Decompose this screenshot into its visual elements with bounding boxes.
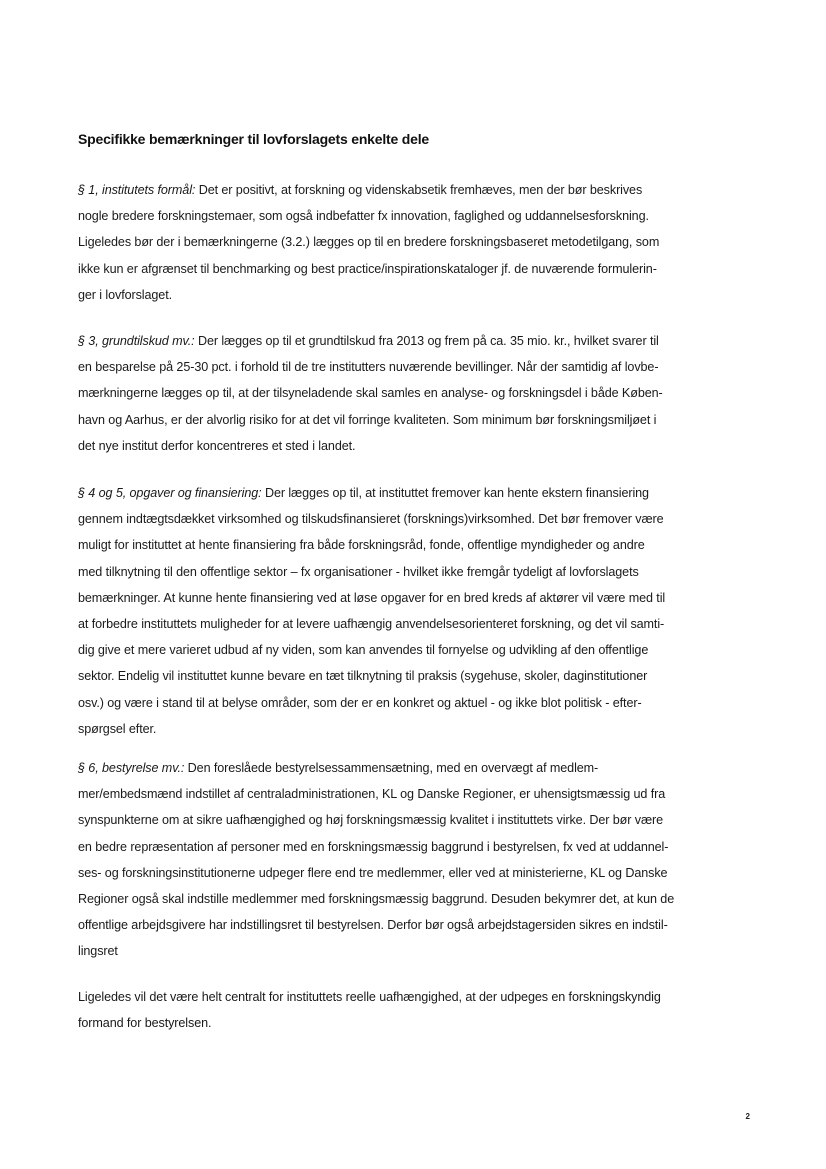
paragraph-line: nogle bredere forskningstemaer, som også indbefatter fx innovation, faglighed og uddannelsesforskning.	[78, 209, 649, 224]
paragraph-line: formand for bestyrelsen.	[78, 1016, 212, 1031]
paragraph-line: mer/embedsmænd indstillet af centraladministrationen, KL og Danske Regioner, er uhensigtsmæssig ud fra	[78, 787, 666, 802]
paragraph-line: det nye institut derfor koncentreres et sted i landet.	[78, 438, 356, 453]
paragraph-lead: § 3, grundtilskud mv.:	[78, 334, 195, 348]
paragraph-line: osv.) og være i stand til at belyse områder, som der er en konkret og aktuel - og ikke blot politisk - efter-	[78, 695, 642, 710]
paragraph-base-grant	[78, 328, 768, 459]
paragraph-institute-purpose	[78, 177, 768, 308]
paragraph-line: lingsret	[78, 944, 118, 959]
paragraph-line: ses- og forskningsinstitutionerne udpeger flere end tre medlemmer, eller ved at ministerierne, KL og Danske	[78, 865, 668, 880]
paragraph-line: Ligeledes bør der i bemærkningerne (3.2.) lægges op til en bredere forskningsbaseret metodetilgang, som	[78, 235, 660, 250]
paragraph-lead: § 6, bestyrelse mv.:	[78, 761, 185, 775]
paragraph-line: ikke kun er afgrænset til benchmarking og best practice/inspirationskataloger jf. de nuværende formulerin-	[78, 261, 657, 276]
paragraph-chairman	[78, 984, 768, 1036]
page-number: 2	[745, 1112, 750, 1121]
paragraph-board	[78, 755, 768, 965]
section-heading: Specifikke bemærkninger til lovforslagets enkelte dele	[78, 131, 429, 147]
paragraph-lead: § 1, institutets formål:	[78, 183, 196, 197]
paragraph-line: sektor. Endelig vil instituttet kunne bevare en tæt tilknytning til praksis (sygehuse, skoler, daginstitutioner	[78, 669, 648, 684]
paragraph-line: ger i lovforslaget.	[78, 287, 172, 302]
paragraph-line: synspunkterne om at sikre uafhængighed og høj forskningsmæssig kvalitet i instituttets virke. Der bør være	[78, 813, 664, 828]
paragraph-tasks-financing	[78, 480, 768, 742]
paragraph-line: § 1, institutets formål: Det er positivt, at forskning og videnskabsetik fremhæves, men der bør beskrives	[78, 183, 643, 197]
paragraph-line: havn og Aarhus, er der alvorlig risiko for at det vil forringe kvaliteten. Som minimum bør forskningsmiljøet i	[78, 412, 657, 427]
paragraph-line: dig give et mere varieret udbud af ny viden, som kan anvendes til fornyelse og udvikling af den offentlige	[78, 643, 649, 658]
paragraph-line: mærkningerne lægges op til, at der tilsyneladende skal samles en analyse- og forskningsdel i både Køben-	[78, 386, 663, 401]
paragraph-line: § 3, grundtilskud mv.: Der lægges op til et grundtilskud fra 2013 og frem på ca. 35 mio. kr., hvilket svarer til	[78, 334, 659, 348]
paragraph-line: en besparelse på 25-30 pct. i forhold til de tre institutters nuværende bevillinger. Når der samtidig af lovbe-	[78, 360, 659, 375]
paragraph-line: offentlige arbejdsgivere har indstillingsret til bestyrelsen. Derfor bør også arbejdstagersiden sikres en indstil-	[78, 918, 668, 933]
paragraph-line: gennem indtægtsdækket virksomhed og tilskudsfinansieret (forsknings)virksomhed. Det bør fremover være	[78, 512, 664, 527]
paragraph-line: bemærkninger. At kunne hente finansiering ved at løse opgaver for en bred kreds af aktører vil være med til	[78, 590, 666, 605]
paragraph-line: med tilknytning til den offentlige sektor – fx organisationer - hvilket ikke fremgår tydeligt af lovforslagets	[78, 564, 639, 579]
paragraph-line: muligt for instituttet at hente finansiering fra både forskningsråd, fonde, offentlige myndigheder og andre	[78, 538, 645, 553]
paragraph-line: en bedre repræsentation af personer med en forskningsmæssig baggrund i bestyrelsen, fx ved at uddannel-	[78, 839, 669, 854]
paragraph-line: spørgsel efter.	[78, 721, 157, 736]
paragraph-line: § 4 og 5, opgaver og finansiering: Der lægges op til, at instituttet fremover kan hente ekstern finansiering	[78, 486, 649, 500]
paragraph-line: Ligeledes vil det være helt centralt for instituttets reelle uafhængighed, at der udpeges en forskningskyndig	[78, 990, 661, 1004]
paragraph-line: Regioner også skal indstille medlemmer med forskningsmæssig baggrund. Desuden bekymrer det, at kun de	[78, 892, 675, 907]
paragraph-line: § 6, bestyrelse mv.: Den foreslåede bestyrelsessammensætning, med en overvægt af medlem-	[78, 761, 599, 775]
paragraph-lead: § 4 og 5, opgaver og finansiering:	[78, 486, 262, 500]
paragraph-line: at forbedre instituttets muligheder for at levere uafhængig anvendelsesorienteret forskning, og det vil samti-	[78, 617, 665, 632]
